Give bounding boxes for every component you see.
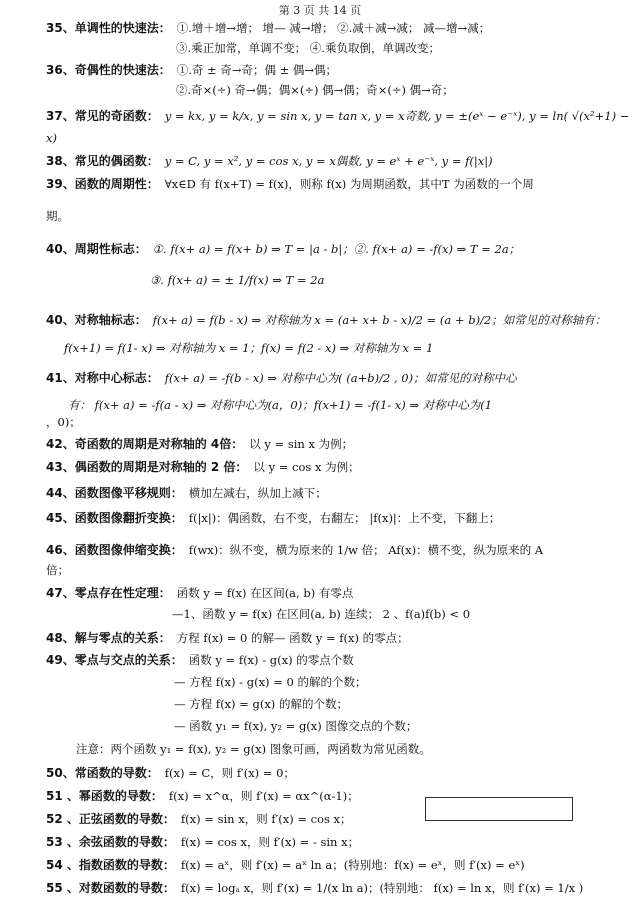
item-42 (46, 436, 616, 452)
item-39-cont (46, 208, 616, 224)
item-title: 对称中心标志： (74, 371, 159, 385)
item-47-cont (172, 606, 616, 622)
item-number: 53 、 (46, 835, 79, 849)
item-48 (46, 630, 616, 646)
item-body: 期。 (46, 209, 69, 223)
item-number: 54 、 (46, 858, 79, 872)
item-title: 偶函数的周期是对称轴的 2 倍： (74, 460, 248, 474)
item-53 (46, 834, 616, 850)
item-49-cont2 (174, 696, 616, 712)
item-35-cont (176, 40, 616, 56)
item-40 (46, 241, 616, 257)
item-title: 对数函数的导数： (78, 881, 175, 895)
item-49-cont3 (174, 718, 616, 734)
item-title: 奇偶性的快速法： (74, 63, 171, 77)
page-header: 第 3 页 共 14 页 (278, 4, 362, 17)
item-40-axis-cont (64, 340, 616, 356)
item-number: 48、 (46, 631, 75, 645)
item-49 (46, 652, 616, 668)
item-title: 函数图像伸缩变换： (74, 543, 183, 557)
item-body: ③. f(x+ a) = ± 1/f(x) ⇒ T = 2a (150, 273, 325, 287)
item-title: 解与零点的关系： (74, 631, 171, 645)
item-number: 40、 (46, 242, 75, 256)
item-number: 46、 (46, 543, 75, 557)
item-body: y = kx, y = k/x, y = sin x, y = tan x, y = x奇数, y = ±(eˣ − e⁻ˣ), y = ln( √(x²+1) − (164, 109, 630, 123)
item-title: 单调性的快速法： (74, 21, 171, 35)
item-number: 42 (46, 437, 63, 451)
item-36 (46, 62, 616, 78)
item-number: 36、 (46, 63, 75, 77)
item-title: 、奇函数的周期是对称轴的 4倍： (62, 437, 244, 451)
item-36-cont (176, 82, 616, 98)
item-45 (46, 510, 616, 526)
item-number: 43、 (46, 460, 75, 474)
item-46-cont (46, 562, 616, 578)
item-body: ，0)； (46, 415, 81, 429)
item-49-note (76, 741, 616, 757)
item-number: 51 、 (46, 789, 79, 803)
item-body: ①.增＋增→增； 增— 减→增； ②.减＋减→减； 减—增→减； (176, 21, 491, 35)
answer-box (425, 797, 573, 821)
item-37-cont (46, 130, 616, 146)
item-body: f(wx)：纵不变，横为原来的 1/w 倍； Af(x)：横不变，纵为原来的 A (188, 543, 544, 557)
item-43 (46, 459, 616, 475)
item-54 (46, 857, 616, 873)
item-body: ②.奇×(÷) 奇→偶；偶×(÷) 偶→偶；奇×(÷) 偶→奇； (176, 83, 454, 97)
item-35 (46, 20, 616, 36)
item-number: 52 、 (46, 812, 79, 826)
item-body: ①.奇 ± 奇→奇；偶 ± 偶→偶； (176, 63, 338, 77)
item-number: 35、 (46, 21, 75, 35)
item-body: f(x) = C，则 f′(x) = 0； (164, 766, 295, 780)
item-49-cont1 (174, 674, 616, 690)
item-body: f(x) = sin x，则 f′(x) = cos x； (180, 812, 352, 826)
item-number: 37、 (46, 109, 75, 123)
item-body: f(|x|)：偶函数，右不变，右翻左； |f(x)|：上不变，下翻上； (188, 511, 501, 525)
item-title: 对称轴标志： (74, 313, 147, 327)
item-body: — 函数 y₁ = f(x), y₂ = g(x) 图像交点的个数； (174, 719, 418, 733)
item-title: 函数图像平移规则： (74, 486, 183, 500)
item-37 (46, 108, 630, 124)
item-body: — 方程 f(x) = g(x) 的解的个数； (174, 697, 348, 711)
item-body: f(x) = x^α，则 f′(x) = αx^(α-1)； (168, 789, 359, 803)
item-title: 函数的周期性： (74, 177, 159, 191)
item-47 (46, 585, 616, 601)
item-body: 注意：两个函数 y₁ = f(x), y₂ = g(x) 图象可画，两函数为常见函数。 (76, 742, 431, 756)
item-number: 45、 (46, 511, 75, 525)
item-body: 有： f(x+ a) = -f(a - x) ⇒ 对称中心为(a，0)；f(x+1) = -f(1- x) ⇒ 对称中心为(1 (68, 398, 493, 412)
item-body: 方程 f(x) = 0 的解— 函数 y = f(x) 的零点； (176, 631, 409, 645)
item-body: x) (46, 131, 57, 145)
item-body: f(x+1) = f(1- x) ⇒ 对称轴为 x = 1；f(x) = f(2 - x) ⇒ 对称轴为 x = 1 (64, 341, 434, 355)
item-50 (46, 765, 616, 781)
item-number: 38、 (46, 154, 75, 168)
item-body: 函数 y = f(x) - g(x) 的零点个数 (188, 653, 354, 667)
item-body: —1、函数 y = f(x) 在区间(a, b) 连续； 2 、f(a)f(b) < 0 (172, 607, 471, 621)
item-40-cont (150, 272, 616, 288)
item-41-cont2 (46, 414, 616, 430)
item-number: 41、 (46, 371, 75, 385)
item-title: 周期性标志： (74, 242, 147, 256)
item-title: 函数图像翻折变换： (74, 511, 183, 525)
item-title: 零点与交点的关系： (74, 653, 183, 667)
item-body: f(x) = aˣ，则 f′(x) = aˣ ln a；(特别地：f(x) = eˣ，则 f′(x) = eˣ) (180, 858, 525, 872)
item-46 (46, 542, 616, 558)
item-number: 40、 (46, 313, 75, 327)
item-39 (46, 176, 616, 192)
item-body: 以 y = cos x 为例； (253, 460, 360, 474)
item-title: 零点存在性定理： (74, 586, 171, 600)
item-title: 指数函数的导数： (78, 858, 175, 872)
item-body: ①. f(x+ a) = f(x+ b) ⇒ T = |a - b|；②. f(x+ a) = -f(x) ⇒ T = 2a； (152, 242, 521, 256)
item-title: 常见的奇函数： (74, 109, 159, 123)
item-body: ∀x∈D 有 f(x+T) = f(x)，则称 f(x) 为周期函数，其中T 为函数的一个周 (164, 177, 534, 191)
item-body: ③.乘正加常，单调不变； ④.乘负取倒，单调改变； (176, 41, 440, 55)
item-41-cont (68, 397, 616, 413)
item-title: 正弦函数的导数： (78, 812, 175, 826)
item-body: 横加左减右，纵加上减下； (188, 486, 327, 500)
item-title: 余弦函数的导数： (78, 835, 175, 849)
item-body: 倍； (46, 563, 69, 577)
item-number: 55 、 (46, 881, 79, 895)
item-title: 常函数的导数： (74, 766, 159, 780)
item-number: 39、 (46, 177, 75, 191)
item-41 (46, 370, 616, 386)
item-40-axis (46, 312, 616, 328)
item-body: — 方程 f(x) - g(x) = 0 的解的个数； (174, 675, 367, 689)
item-body: f(x) = cos x，则 f′(x) = - sin x； (180, 835, 360, 849)
item-body: f(x+ a) = -f(b - x) ⇒ 对称中心为( (a+b)/2 , 0)；如常见的对称中心 (164, 371, 517, 385)
item-body: 以 y = sin x 为例； (249, 437, 354, 451)
item-55 (46, 880, 616, 896)
item-number: 49、 (46, 653, 75, 667)
item-number: 50、 (46, 766, 75, 780)
item-body: f(x+ a) = f(b - x) ⇒ 对称轴为 x = (a+ x+ b - x)/2 = (a + b)/2；如常见的对称轴有： (152, 313, 607, 327)
item-body: f(x) = logₐ x，则 f′(x) = 1/(x ln a)；(特别地： f(x) = ln x，则 f′(x) = 1/x ) (180, 881, 584, 895)
item-body: y = C, y = x², y = cos x, y = x偶数, y = eˣ + e⁻ˣ, y = f(|x|) (164, 154, 493, 168)
item-number: 47、 (46, 586, 75, 600)
item-title: 常见的偶函数： (74, 154, 159, 168)
item-body: 函数 y = f(x) 在区间(a, b) 有零点 (176, 586, 354, 600)
item-38 (46, 153, 616, 169)
item-title: 幂函数的导数： (78, 789, 163, 803)
item-number: 44、 (46, 486, 75, 500)
item-44 (46, 485, 616, 501)
